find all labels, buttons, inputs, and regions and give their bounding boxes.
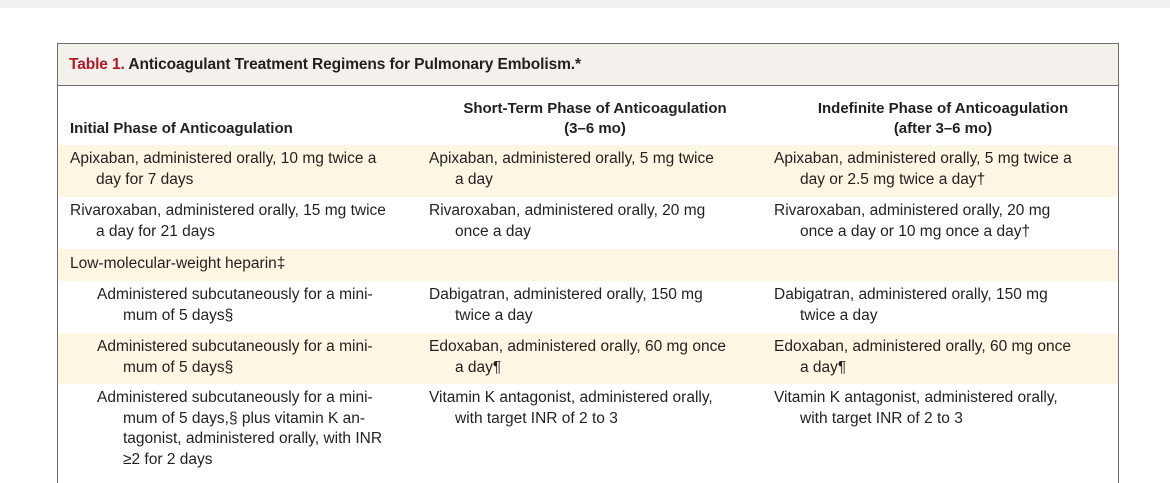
table-row — [58, 384, 1118, 482]
cell-initial — [97, 285, 443, 326]
cell-line: Vitamin K antagonist, administered orally, — [429, 389, 713, 406]
cell-line: a day¶ — [800, 358, 847, 376]
table-row — [58, 145, 1118, 197]
header-short-term-line2: (3–6 mo) — [564, 120, 626, 137]
cell-line: Apixaban, administered orally, 5 mg twice — [429, 150, 714, 167]
table-row — [58, 281, 1118, 334]
header-indefinite-line1: Indefinite Phase of Anticoagulation — [817, 100, 1069, 117]
cell-line: a day¶ — [455, 358, 502, 376]
cell-short-term — [429, 337, 785, 378]
cell-line: Dabigatran, administered orally, 150 mg — [429, 286, 703, 303]
cell-line: Vitamin K antagonist, administered orally, — [774, 389, 1058, 406]
cell-line: a day — [455, 170, 493, 188]
cell-short-term — [429, 388, 785, 429]
cell-indefinite — [774, 337, 1140, 378]
cell-line: twice a day — [455, 306, 533, 324]
cell-line: mum of 5 days,§ plus vitamin K an- — [123, 409, 366, 427]
top-strip — [0, 0, 1170, 8]
cell-line: once a day — [455, 222, 531, 240]
cell-line: day or 2.5 mg twice a day† — [800, 170, 986, 188]
cell-line: Administered subcutaneously for a mini- — [97, 389, 373, 406]
header-short-term-line1: Short-Term Phase of Anticoagulation — [463, 100, 727, 117]
cell-line: day for 7 days — [96, 170, 194, 188]
table-row — [58, 197, 1118, 249]
cell-short-term — [429, 201, 785, 242]
cell-line: a day for 21 days — [96, 222, 215, 240]
cell-initial — [97, 337, 443, 378]
table-title: Anticoagulant Treatment Regimens for Pulmonary Embolism.* — [124, 56, 581, 73]
cell-line: Apixaban, administered orally, 5 mg twice a — [774, 150, 1072, 167]
cell-short-term — [429, 149, 785, 190]
cell-initial — [70, 254, 416, 275]
cell-line: Rivaroxaban, administered orally, 20 mg — [429, 202, 706, 219]
cell-line: once a day or 10 mg once a day† — [800, 222, 1031, 240]
cell-line: Rivaroxaban, administered orally, 20 mg — [774, 202, 1051, 219]
table-label: Table 1. — [69, 56, 125, 73]
cell-line: ≥2 for 2 days — [123, 450, 213, 468]
cell-line: Administered subcutaneously for a mini- — [97, 338, 373, 355]
cell-line: Administered subcutaneously for a mini- — [97, 286, 373, 303]
cell-initial — [70, 149, 442, 190]
header-indefinite-line2: (after 3–6 mo) — [893, 120, 993, 137]
cell-indefinite — [774, 388, 1140, 429]
cell-line: twice a day — [800, 306, 878, 324]
header-initial-phase: Initial Phase of Anticoagulation — [70, 120, 293, 137]
table-frame — [57, 43, 1119, 483]
header-short-term-phase — [444, 99, 746, 139]
cell-line: with target INR of 2 to 3 — [455, 409, 618, 427]
cell-line: mum of 5 days§ — [123, 306, 234, 324]
table-row — [58, 249, 1118, 281]
cell-line: Rivaroxaban, administered orally, 15 mg twice — [70, 202, 386, 219]
header-indefinite-phase — [774, 99, 1112, 139]
table-header-row — [58, 86, 1118, 145]
cell-line: mum of 5 days§ — [123, 358, 234, 376]
cell-indefinite — [774, 149, 1140, 190]
cell-line: with target INR of 2 to 3 — [800, 409, 963, 427]
cell-line: Low-molecular-weight heparin‡ — [70, 255, 286, 272]
cell-line: Dabigatran, administered orally, 150 mg — [774, 286, 1048, 303]
cell-short-term — [429, 285, 785, 326]
table-title-bar — [58, 44, 1118, 86]
cell-line: tagonist, administered orally, with INR — [123, 430, 383, 447]
cell-line: Edoxaban, administered orally, 60 mg once — [774, 338, 1071, 355]
cell-line: Apixaban, administered orally, 10 mg twice a — [70, 150, 377, 167]
cell-initial — [70, 201, 442, 242]
table-row — [58, 334, 1118, 384]
cell-indefinite — [774, 285, 1140, 326]
cell-line: Edoxaban, administered orally, 60 mg once — [429, 338, 726, 355]
cell-initial — [97, 388, 443, 470]
cell-indefinite — [774, 201, 1140, 242]
